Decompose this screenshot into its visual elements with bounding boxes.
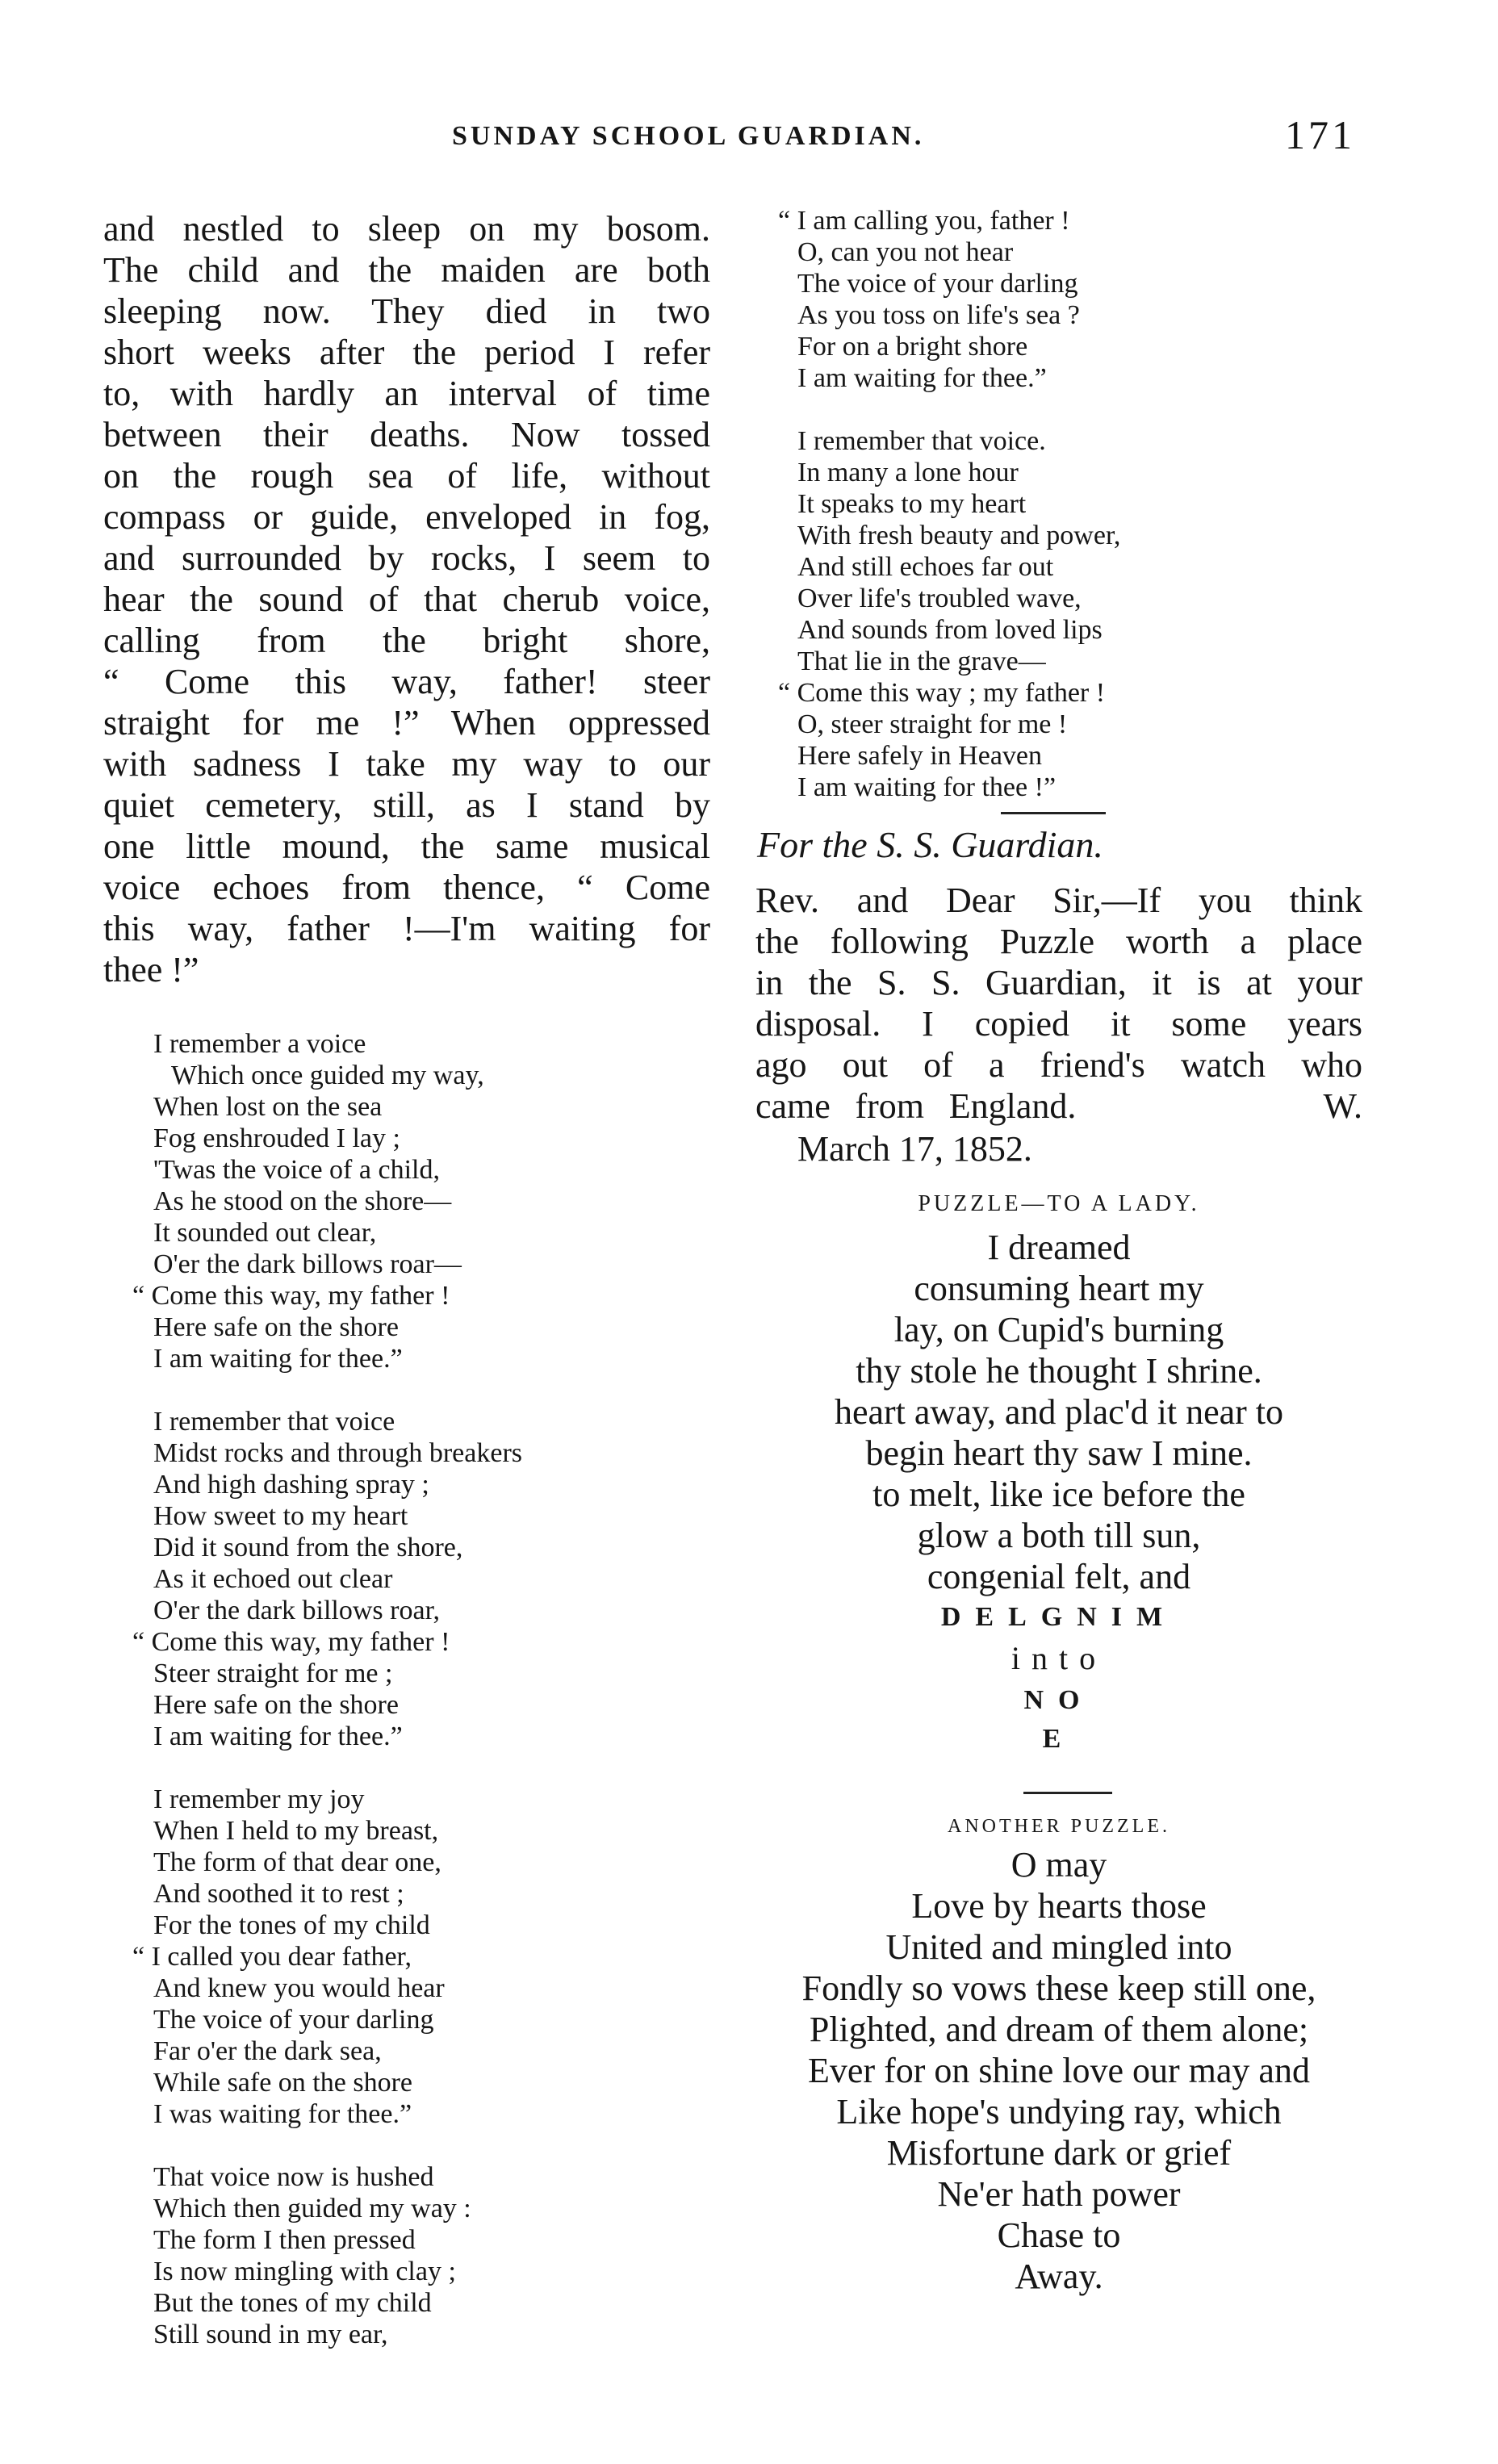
puzzle-to-a-lady	[755, 1191, 1362, 1755]
section-heading: For the S. S. Guardian.	[757, 824, 1103, 865]
puzzle-line: to melt, like ice before the	[872, 1475, 1245, 1514]
puzzle-no: NO	[1023, 1685, 1094, 1715]
prose-line: with sadness I take my way to our	[103, 744, 710, 784]
left-poem	[132, 1028, 718, 2382]
puzzle-line: consuming heart my	[914, 1269, 1204, 1308]
verse-line: For the tones of my child	[153, 1910, 430, 1940]
prose-line: voice echoes from thence, “ Come	[103, 868, 710, 907]
verse-line: And soothed it to rest ;	[153, 1879, 404, 1909]
puzzle-line: begin heart thy saw I mine.	[865, 1433, 1253, 1473]
puzzle-title: ANOTHER PUZZLE.	[948, 1816, 1170, 1837]
section-divider	[1001, 812, 1106, 814]
verse-line: As you toss on life's sea ?	[797, 300, 1080, 330]
verse-line: “ I am calling you, father !	[778, 206, 1070, 236]
stanza	[153, 2161, 718, 2350]
verse-line: I am waiting for thee.”	[153, 1721, 403, 1751]
verse-line: Fog enshrouded I lay ;	[153, 1123, 400, 1153]
puzzle-title: PUZZLE—TO A LADY.	[918, 1191, 1200, 1216]
verse-line: And still echoes far out	[797, 552, 1054, 582]
verse-line: 'Twas the voice of a child,	[153, 1155, 440, 1185]
verse-line: It speaks to my heart	[797, 489, 1027, 519]
prose-line: and surrounded by rocks, I seem to	[103, 538, 710, 578]
stanza	[132, 1406, 718, 1752]
stanza	[778, 425, 1362, 803]
verse-line: But the tones of my child	[153, 2288, 432, 2318]
prose-line: between their deaths. Now tossed	[103, 415, 710, 454]
verse-line: While safe on the shore	[153, 2068, 412, 2098]
verse-line: I remember that voice.	[797, 426, 1046, 456]
verse-line: O, can you not hear	[797, 237, 1014, 267]
prose-line: came from England. W.	[755, 1086, 1362, 1126]
puzzle-line: thy stole he thought I shrine.	[856, 1351, 1262, 1391]
verse-line: In many a lone hour	[797, 458, 1019, 487]
puzzle-line: Chase to	[997, 2215, 1121, 2255]
verse-line: That lie in the grave—	[797, 646, 1046, 676]
verse-line: The form of that dear one,	[153, 1847, 441, 1877]
right-poem	[778, 205, 1362, 835]
prose-line: one little mound, the same musical	[103, 826, 710, 866]
puzzle-line: I dreamed	[987, 1228, 1131, 1267]
puzzle-line: Like hope's undying ray, which	[836, 2092, 1282, 2131]
prose-line: short weeks after the period I refer	[103, 333, 710, 372]
letter-text	[755, 880, 1362, 1127]
verse-line: Still sound in my ear,	[153, 2320, 388, 2349]
verse-line: I am waiting for thee.”	[797, 363, 1047, 393]
stanza	[778, 205, 1362, 394]
stanza	[132, 1784, 718, 2130]
verse-line: I am waiting for thee !”	[797, 772, 1057, 802]
puzzle-line: congenial felt, and	[927, 1557, 1191, 1596]
verse-line: The voice of your darling	[153, 2005, 434, 2035]
verse-line: I remember my joy	[153, 1784, 365, 1814]
verse-line: “ Come this way ; my father !	[778, 678, 1106, 708]
another-puzzle	[755, 1816, 1362, 2297]
verse-line: I remember that voice	[153, 1407, 395, 1437]
section-divider	[1023, 1792, 1112, 1794]
puzzle-line: Fondly so vows these keep still one,	[801, 1968, 1316, 2008]
verse-line: And sounds from loved lips	[797, 615, 1103, 645]
verse-line: The form I then pressed	[153, 2225, 416, 2255]
prose-line: straight for me !” When oppressed	[103, 703, 710, 743]
prose-line: this way, father !—I'm waiting for	[103, 909, 710, 948]
puzzle-line: O may	[1011, 1845, 1107, 1885]
puzzle-line: heart away, and plac'd it near to	[834, 1392, 1284, 1432]
verse-line: Over life's troubled wave,	[797, 584, 1082, 613]
prose-line: ago out of a friend's watch who	[755, 1045, 1362, 1085]
verse-line: That voice now is hushed	[153, 2162, 434, 2192]
prose-line: calling from the bright shore,	[103, 621, 710, 660]
puzzle-spaced-word: DELGNIM	[940, 1602, 1178, 1632]
verse-line: O'er the dark billows roar—	[153, 1249, 462, 1279]
prose-line: on the rough sea of life, without	[103, 456, 710, 496]
verse-line: I am waiting for thee.”	[153, 1344, 403, 1374]
verse-line: It sounded out clear,	[153, 1218, 377, 1248]
prose-line: in the S. S. Guardian, it is at your	[755, 963, 1362, 1002]
verse-line: “ Come this way, my father !	[132, 1281, 450, 1311]
puzzle-e: E	[1042, 1724, 1076, 1754]
verse-line: O, steer straight for me !	[797, 709, 1068, 739]
puzzle-into: into	[1011, 1640, 1107, 1676]
verse-line: Here safe on the shore	[153, 1312, 399, 1342]
verse-line: Which once guided my way,	[171, 1060, 484, 1090]
verse-line: Which then guided my way :	[153, 2194, 471, 2223]
prose-line: thee !”	[103, 950, 199, 989]
page-number: 171	[1285, 112, 1355, 157]
puzzle-line: glow a both till sun,	[917, 1516, 1201, 1555]
puzzle-line: Misfortune dark or grief	[886, 2133, 1232, 2173]
puzzle-lines	[755, 1844, 1362, 2297]
verse-line: For on a bright shore	[797, 332, 1028, 362]
verse-line: When lost on the sea	[153, 1092, 383, 1122]
puzzle-line: Ne'er hath power	[937, 2174, 1181, 2214]
running-title: SUNDAY SCHOOL GUARDIAN.	[452, 121, 925, 151]
stanza	[132, 1028, 718, 1374]
verse-line: Far o'er the dark sea,	[153, 2036, 382, 2066]
puzzle-line: Ever for on shine love our may and	[808, 2051, 1310, 2090]
puzzle-line: Love by hearts those	[911, 1886, 1207, 1926]
prose-line: disposal. I copied it some years	[755, 1004, 1362, 1044]
verse-line: Steer straight for me ;	[153, 1659, 393, 1688]
left-prose	[103, 208, 710, 990]
verse-line: How sweet to my heart	[153, 1501, 408, 1531]
prose-line: hear the sound of that cherub voice,	[103, 579, 710, 619]
verse-line: “ Come this way, my father !	[132, 1627, 450, 1657]
prose-line: the following Puzzle worth a place	[755, 922, 1362, 961]
verse-line: With fresh beauty and power,	[797, 521, 1121, 550]
verse-line: Did it sound from the shore,	[153, 1533, 463, 1562]
prose-line: quiet cemetery, still, as I stand by	[103, 785, 710, 825]
verse-line: Here safe on the shore	[153, 1690, 399, 1720]
verse-line: Here safely in Heaven	[797, 741, 1043, 771]
puzzle-line: Away.	[1015, 2257, 1103, 2296]
puzzle-lines	[755, 1227, 1362, 1597]
puzzle-line: Plighted, and dream of them alone;	[809, 2010, 1309, 2049]
verse-line: And high dashing spray ;	[153, 1470, 429, 1500]
verse-line: Midst rocks and through breakers	[153, 1438, 523, 1468]
verse-line: As he stood on the shore—	[153, 1186, 452, 1216]
prose-line: compass or guide, enveloped in fog,	[103, 497, 710, 537]
prose-line: Rev. and Dear Sir,—If you think	[755, 881, 1362, 920]
verse-line: The voice of your darling	[797, 269, 1078, 299]
letter-date: March 17, 1852.	[797, 1129, 1032, 1169]
puzzle-line: lay, on Cupid's burning	[893, 1310, 1224, 1349]
verse-line: O'er the dark billows roar,	[153, 1596, 441, 1625]
verse-line: “ I called you dear father,	[132, 1942, 412, 1972]
verse-line: I was waiting for thee.”	[153, 2099, 412, 2129]
verse-line: When I held to my breast,	[153, 1816, 439, 1846]
verse-line: As it echoed out clear	[153, 1564, 393, 1594]
prose-line: The child and the maiden are both	[103, 250, 710, 290]
verse-line: Is now mingling with clay ;	[153, 2257, 456, 2286]
prose-line: and nestled to sleep on my bosom.	[103, 209, 710, 249]
prose-line: “ Come this way, father! steer	[103, 662, 710, 701]
prose-line: to, with hardly an interval of time	[103, 374, 710, 413]
puzzle-line: United and mingled into	[885, 1927, 1232, 1967]
verse-line: And knew you would hear	[153, 1973, 445, 2003]
prose-line: sleeping now. They died in two	[103, 291, 710, 331]
verse-line: I remember a voice	[153, 1029, 366, 1059]
